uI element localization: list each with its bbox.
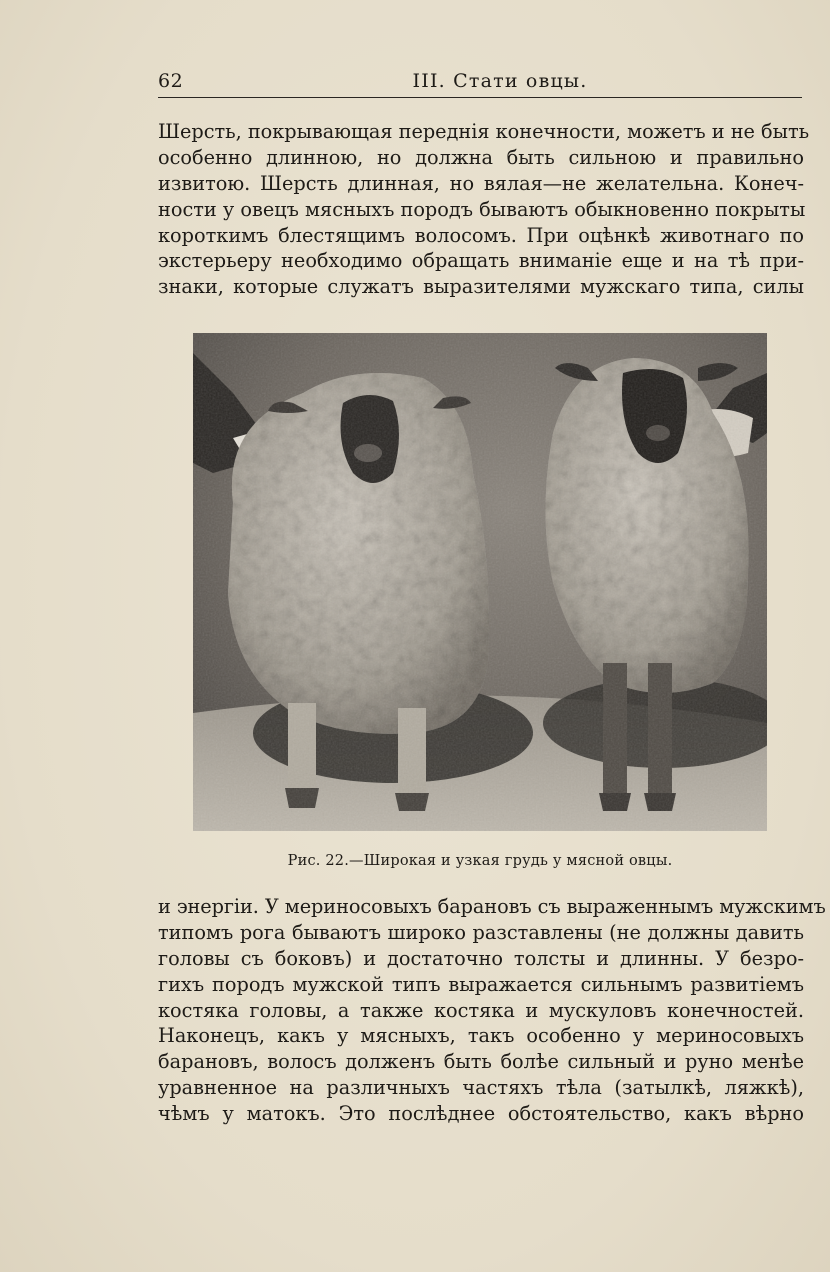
- text-line: особенно длинною, но должна быть сильною и правильно: [158, 145, 804, 169]
- text-line: Наконецъ, какъ у мясныхъ, такъ особенно у мериносовыхъ: [158, 1024, 804, 1048]
- page-number: 62: [158, 70, 184, 92]
- text-line: знаки, которые служатъ выразителями мужскаго типа, силы: [158, 275, 804, 299]
- text-line: уравненное на различныхъ частяхъ тѣла (затылкѣ, ляжкѣ),: [158, 1076, 804, 1100]
- text-line: экстерьеру необходимо обращать вниманіе еще и на тѣ при-: [158, 249, 804, 273]
- text-line: ности у овецъ мясныхъ породъ бываютъ обыкновенно покрыты: [158, 197, 806, 221]
- text-line: извитою. Шерсть длинная, но вялая—не желательна. Конеч-: [158, 171, 804, 195]
- header-rule: [158, 97, 802, 98]
- text-line: чѣмъ у матокъ. Это послѣднее обстоятельство, какъ вѣрно: [158, 1102, 804, 1126]
- text-line: и энергіи. У мериносовыхъ барановъ съ выраженнымъ мужскимъ: [158, 895, 826, 918]
- running-head: III. Стати овцы.: [412, 70, 588, 92]
- sheep-photograph: [193, 333, 767, 831]
- text-line: костяка головы, а также костяка и мускуловъ конечностей.: [158, 998, 804, 1022]
- text-line: гихъ породъ мужской типъ выражается сильнымъ развитіемъ: [158, 972, 804, 996]
- text-line: типомъ рога бываютъ широко разставлены (не должны давить: [158, 920, 804, 944]
- text-line: головы съ боковъ) и достаточно толсты и длинны. У безро-: [158, 946, 804, 970]
- paragraph-bottom: [158, 894, 826, 1127]
- text-line: Шерсть, покрывающая переднія конечности, можетъ и не быть: [158, 120, 810, 143]
- paragraph-top: [158, 119, 810, 300]
- text-line: короткимъ блестящимъ волосомъ. При оцѣнкѣ животнаго по: [158, 223, 804, 247]
- text-line: барановъ, волосъ долженъ быть болѣе сильный и руно менѣе: [158, 1050, 804, 1074]
- page-header: [158, 70, 802, 98]
- figure-caption: Рис. 22.—Широкая и узкая грудь у мясной овцы.: [287, 853, 673, 869]
